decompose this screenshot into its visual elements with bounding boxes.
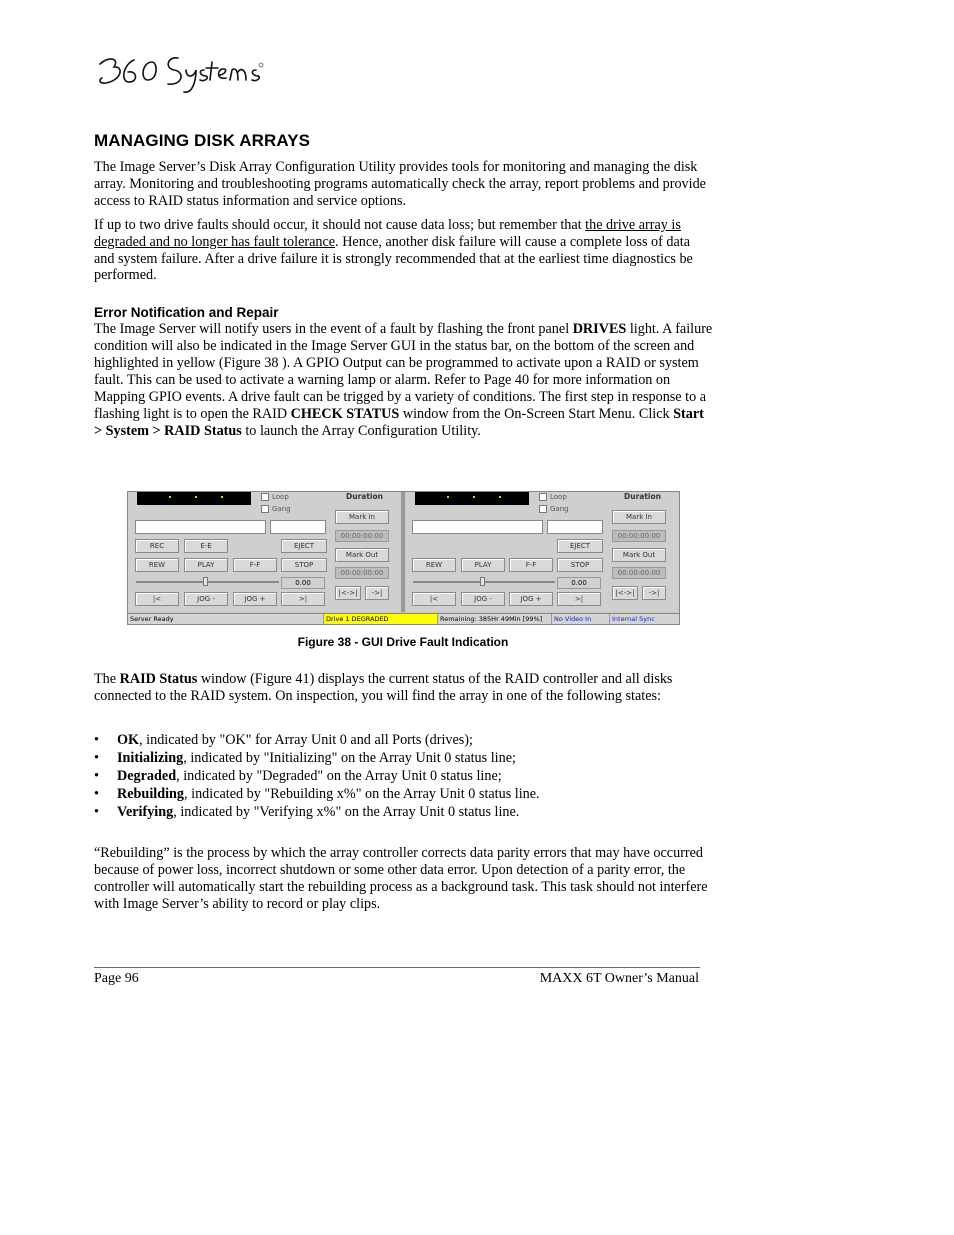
state-name: Degraded [117,767,177,784]
manual-title: MAXX 6T Owner’s Manual [539,971,699,986]
left-timecode-display [137,492,251,505]
en-text-3: window from the On-Screen Start Menu. Click [399,405,674,422]
left-speed-readout [281,577,325,589]
intro-paragraph-2 [94,217,714,285]
left-goto-end-button[interactable]: ->| [365,586,389,600]
right-mark-out-timecode: 00:00:00:00 [612,567,666,579]
right-slider-knob[interactable] [480,577,485,586]
left-mark-in-timecode: 00:00:00:00 [335,530,389,542]
right-jog-back-button[interactable]: JOG - [461,592,505,606]
raid-status-paragraph [94,671,724,705]
en-text-2: light. A failure condition will also be indicated in the Image Server GUI in the status bar, on the bottom of the screen and highlighted in yellow (Figure 38 ). A GPIO Output can be programmed to activate upon a RAID or system fault. This can be used to activate a warning lamp or alarm. Refer to Page 40 for more information on Mapping GPIO events. A drive fault can be trigged by a variety of conditions. The first step in response to a flashing light is to open the RAID [94,321,713,422]
status-drive-fault-highlight: Drive 1 DEGRADED [324,614,438,625]
right-clip-id-field[interactable] [547,520,603,534]
list-item [94,803,724,821]
left-gang-checkbox[interactable] [261,505,269,513]
right-ff-button[interactable]: F-F [509,558,553,572]
right-loop-label: Loop [550,493,567,501]
right-goto-button[interactable]: |<->| [612,586,638,600]
raid-bold-status: RAID Status [119,671,198,687]
left-gang-label: Gang [272,505,291,513]
right-clip-name-field[interactable] [412,520,543,534]
section-title: MANAGING DISK ARRAYS [94,131,311,150]
state-description: , indicated by "Rebuilding x%" on the Array Unit 0 status line. [184,785,540,802]
state-description: , indicated by "Initializing" on the Array Unit 0 status line; [183,749,516,766]
list-item [94,749,724,767]
status-remaining: Remaining: 385Hr 49Min [99%] [438,614,552,625]
state-name: Rebuilding [117,785,185,802]
left-mark-in-button[interactable]: Mark In [335,510,389,524]
en-bold-menu-path: Start > System > RAID Status [94,405,704,439]
p2-text-before: If up to two drive faults should occur, it should not cause data loss; but remember that [94,216,586,233]
left-mark-out-button[interactable]: Mark Out [335,548,389,562]
left-ee-button[interactable]: E-E [184,539,228,553]
intro-paragraph-1: The Image Server’s Disk Array Configuration Utility provides tools for monitoring and managing the disk array. Monitoring and troubleshooting programs automatically check the array, report problems and provide access to RAID status information and service options. [94,159,706,209]
gui-status-bar [128,613,679,625]
right-start-button[interactable]: |< [412,592,456,606]
raid-text-1: The [94,671,120,687]
subsection-heading: Error Notification and Repair [94,305,279,321]
bullet-mark: • [94,731,99,748]
page-number: Page 96 [94,971,139,986]
right-mark-in-timecode: 00:00:00:00 [612,530,666,542]
bullet-mark: • [94,785,99,802]
array-states-list [94,731,724,821]
list-item [94,767,724,785]
pane-divider [401,492,405,612]
right-speed-value: 0.00 [571,579,587,587]
left-slider-knob[interactable] [203,577,208,586]
right-end-button[interactable]: >| [557,592,601,606]
right-eject-button[interactable]: EJECT [557,539,603,553]
en-bold-check-status: CHECK STATUS [290,405,400,422]
left-rew-button[interactable]: REW [135,558,179,572]
status-server-ready: Server Ready [128,614,324,625]
en-bold-drives: DRIVES [572,321,627,338]
bullet-mark: • [94,749,99,766]
right-rew-button[interactable]: REW [412,558,456,572]
right-play-button[interactable]: PLAY [461,558,505,572]
left-eject-button[interactable]: EJECT [281,539,327,553]
bullet-mark: • [94,803,99,820]
figure-caption-text: Figure 38 - GUI Drive Fault Indication [297,635,509,649]
raid-text-2: window (Figure 41) displays the current status of the RAID controller and all disks connected to the RAID system. On inspection, you will find the array in one of the following states: [94,671,673,704]
status-video-input: No Video In [552,614,610,625]
footer-rule [94,967,700,968]
en-text-4: to launch the Array Configuration Utility. [241,422,481,439]
right-duration-label: Duration [624,492,661,501]
en-text-1: The Image Server will notify users in the event of a fault by flashing the front panel [94,321,573,338]
p2-text-after: . Hence, another disk failure will cause a complete loss of data and system failure. After a drive failure it is strongly recommended that at the earliest time diagnostics be performed. [94,233,693,284]
left-speed-value: 0.00 [295,579,311,587]
p2-underlined-warning: the drive array is degraded and no longer has fault tolerance [94,216,681,250]
left-play-button[interactable]: PLAY [184,558,228,572]
left-jog-forward-button[interactable]: JOG + [233,592,277,606]
left-clip-name-field[interactable] [135,520,266,534]
right-gang-checkbox[interactable] [539,505,547,513]
right-loop-checkbox[interactable] [539,493,547,501]
state-name: Verifying [117,803,174,820]
left-ff-button[interactable]: F-F [233,558,277,572]
right-mark-out-button[interactable]: Mark Out [612,548,666,562]
left-end-button[interactable]: >| [281,592,325,606]
left-jog-back-button[interactable]: JOG - [184,592,228,606]
right-stop-button[interactable]: STOP [557,558,603,572]
right-channel-pane [406,492,680,612]
error-notification-paragraph [94,321,714,439]
right-gang-label: Gang [550,505,569,513]
gui-screenshot-figure [127,491,680,625]
right-timecode-display [415,492,529,505]
rebuilding-paragraph: “Rebuilding” is the process by which the array controller corrects data parity errors that may have occurred because of power loss, incorrect shutdown or some other data error. Upon detection of a parity error, the controller will automatically start the rebuilding process as a background task. This task should not interfere with Image Server’s ability to record or play clips. [94,844,708,912]
left-duration-label: Duration [346,492,383,501]
left-mark-out-timecode: 00:00:00:00 [335,567,389,579]
state-name: OK [117,731,140,748]
main-content [94,128,714,440]
state-name: Initializing [117,749,184,766]
figure-caption [0,635,806,649]
list-item [94,731,724,749]
raid-status-section [94,671,724,912]
right-mark-in-button[interactable]: Mark In [612,510,666,524]
left-channel-pane [128,492,403,612]
right-goto-end-button[interactable]: ->| [642,586,666,600]
status-sync: Internal Sync [612,615,655,623]
left-rec-button[interactable]: REC [135,539,179,553]
right-speed-readout [557,577,601,589]
state-description: , indicated by "Verifying x%" on the Array Unit 0 status line. [173,803,520,820]
left-clip-id-field[interactable] [270,520,326,534]
left-stop-button[interactable]: STOP [281,558,327,572]
company-logo [94,50,264,98]
state-description: , indicated by "Degraded" on the Array Unit 0 status line; [176,767,502,784]
list-item [94,785,724,803]
left-loop-label: Loop [272,493,289,501]
bullet-mark: • [94,767,99,784]
state-description: , indicated by "OK" for Array Unit 0 and all Ports (drives); [139,731,473,748]
right-jog-forward-button[interactable]: JOG + [509,592,553,606]
left-goto-button[interactable]: |<->| [335,586,361,600]
left-start-button[interactable]: |< [135,592,179,606]
left-loop-checkbox[interactable] [261,493,269,501]
